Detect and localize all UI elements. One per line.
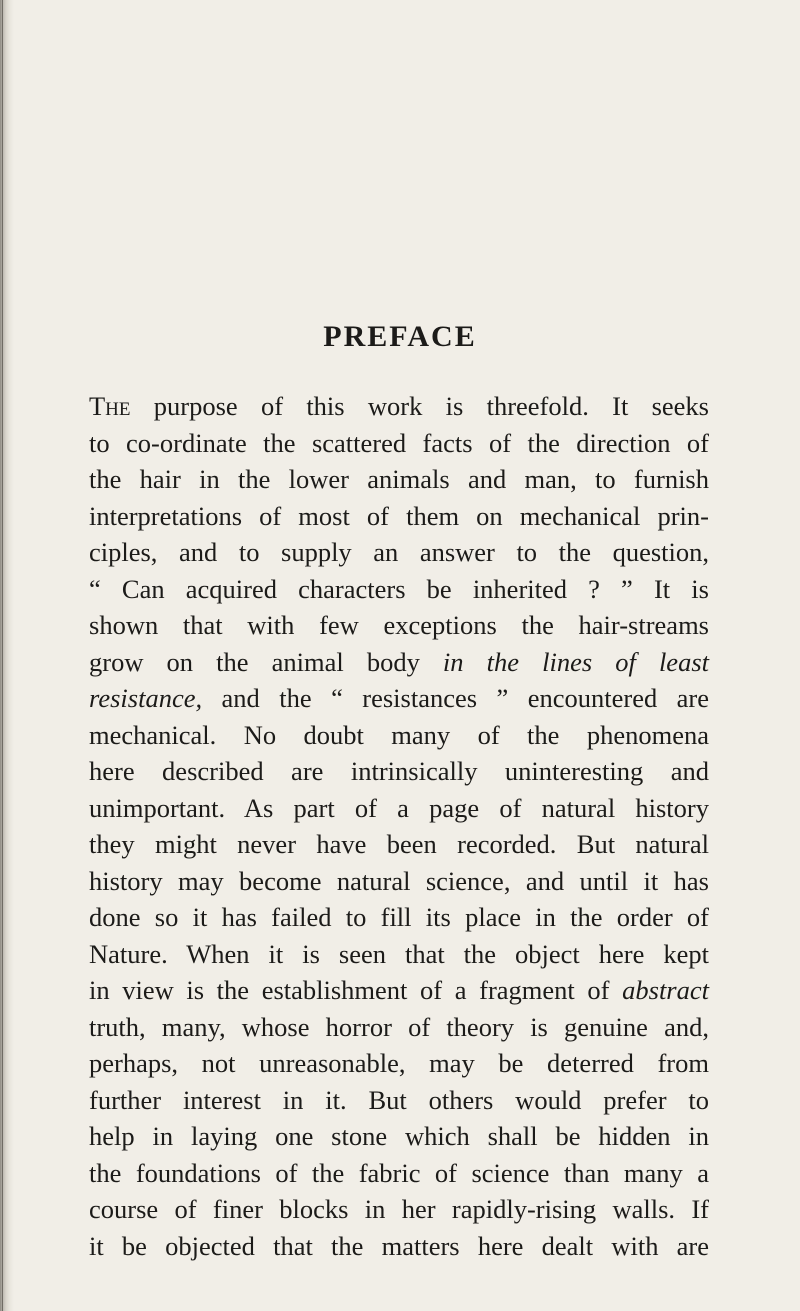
text-line: it be objected that the matters here dealt with are — [89, 1230, 709, 1261]
italic-phrase: abstract — [622, 975, 709, 1005]
text-line: unimportant. As part of a page of natural history — [89, 792, 709, 823]
text-line: further interest in it. But others would prefer to — [89, 1084, 709, 1115]
text-line: here described are intrinsically uninteresting and — [89, 756, 709, 786]
text-line: help in laying one stone which shall be hidden in — [89, 1121, 709, 1151]
page-title: PREFACE — [323, 320, 477, 353]
italic-phrase: resistance, — [89, 683, 203, 713]
text-line: shown that with few exceptions the hair-streams — [89, 610, 709, 640]
text-line: grow on the animal body in the lines of least — [89, 646, 709, 677]
text-line: truth, many, whose horror of theory is genuine and, — [89, 1011, 709, 1042]
preface-body — [89, 388, 709, 1264]
text-line: Nature. When it is seen that the object here kept — [89, 938, 709, 969]
text-line: the foundations of the fabric of science than many a — [89, 1157, 709, 1188]
text-line: history may become natural science, and until it has — [89, 865, 709, 896]
text-line: ciples, and to supply an answer to the question, — [89, 537, 709, 567]
text-line: perhaps, not unreasonable, may be deterred from — [89, 1048, 709, 1078]
page-binding-edge — [2, 0, 3, 1311]
text-line: in view is the establishment of a fragment of abstract — [89, 975, 709, 1005]
text-line: the hair in the lower animals and man, to furnish — [89, 464, 709, 494]
text-line: interpretations of most of them on mechanical prin- — [89, 500, 709, 531]
text-line: mechanical. No doubt many of the phenomena — [89, 719, 709, 750]
small-caps-word: The — [89, 391, 131, 421]
italic-phrase: in the lines of least — [442, 646, 709, 677]
text-line: to co-ordinate the scattered facts of the direction of — [89, 427, 709, 458]
text-line: course of finer blocks in her rapidly-rising walls. If — [89, 1194, 709, 1224]
text-line: The purpose of this work is threefold. It seeks — [89, 391, 709, 421]
text-line: they might never have been recorded. But natural — [89, 829, 709, 859]
text-line: resistance, and the “ resistances ” encountered are — [89, 683, 709, 713]
text-line: “ Can acquired characters be inherited ? ” It is — [89, 573, 709, 604]
text-line: done so it has failed to fill its place in the order of — [89, 902, 709, 932]
